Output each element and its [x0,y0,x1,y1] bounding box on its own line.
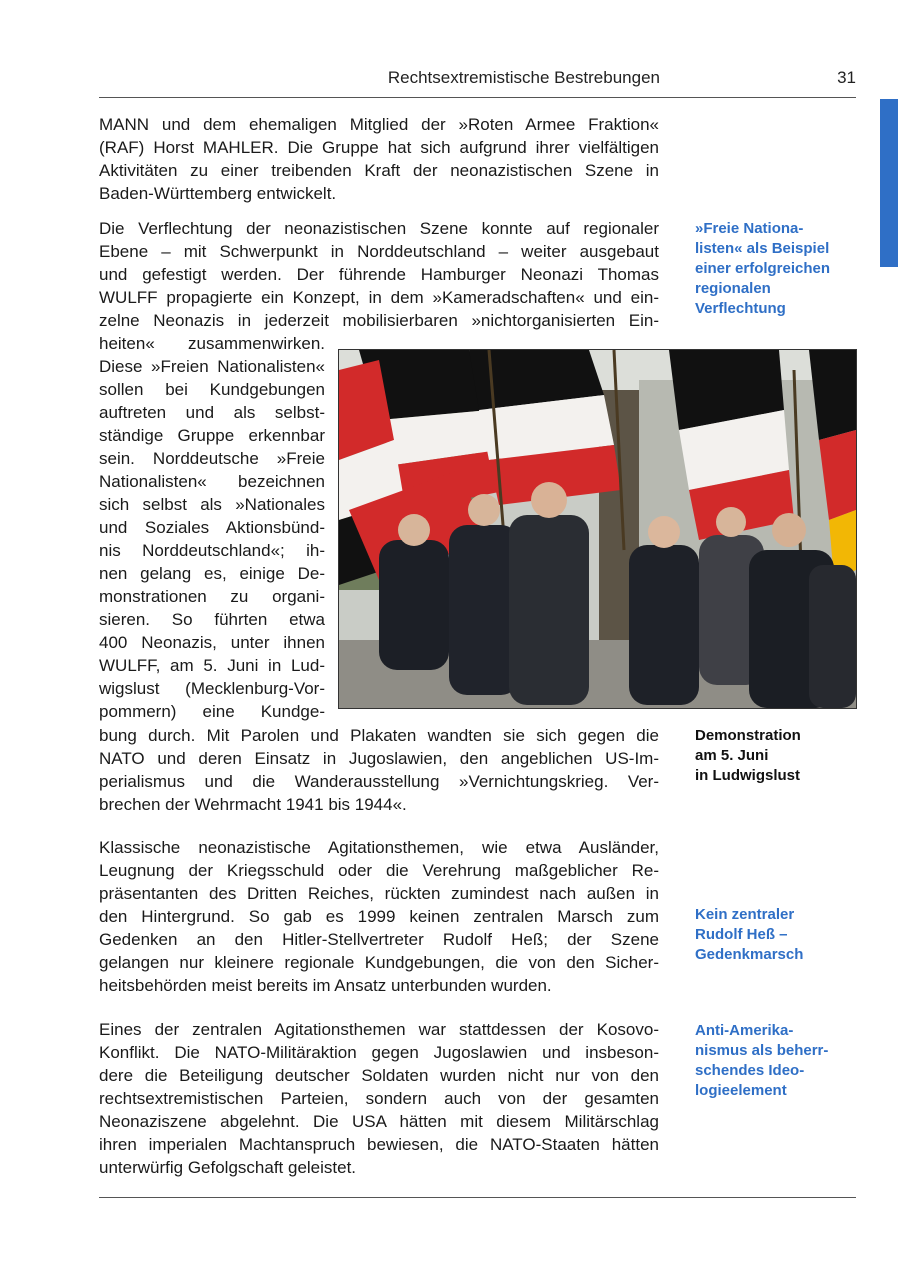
text-line: präsentanten des Dritten Reiches, rückten zumindest nach außen in [99,884,659,903]
text-line: bung durch. Mit Parolen und Plakaten wandten sie sich gegen die [99,726,659,745]
text-line: Ebene – mit Schwerpunkt in Norddeutschland – weiter ausgebaut [99,242,659,261]
text-line: heiten« zusammenwirken. [99,334,325,353]
text-line: nis Norddeutschland«; ih- [99,541,325,560]
margin-note-anti-amerika [695,1021,865,1101]
text-line: Nationalisten« bezeichnen [99,472,325,491]
margin-note-line: listen« als Beispiel [695,240,830,257]
margin-note-line: regionalen [695,280,771,297]
text-line: nen gelang es, einige De- [99,564,325,583]
text-line: sieren. So führten etwa [99,610,325,629]
caption-line: in Ludwigslust [695,767,800,784]
text-line: Die Verflechtung der neonazistischen Szene konnte auf regionaler [99,219,659,238]
text-line: Leugnung der Kriegsschuld oder die Verehrung maßgeblicher Re- [99,861,659,880]
text-line: sollen bei Kundgebungen [99,380,325,399]
text-line: sein. Norddeutsche »Freie [99,449,325,468]
text-line: NATO und deren Einsatz in Jugoslawien, den angeblichen US-Im- [99,749,659,768]
margin-note-line: »Freie Nationa- [695,220,804,237]
margin-note-line: Anti-Amerika- [695,1022,794,1039]
margin-note-line: Verflechtung [695,300,786,317]
text-line: zelne Neonazis in jederzeit mobilisierbaren »nichtorganisierten Ein- [99,311,659,330]
margin-note-line: einer erfolgreichen [695,260,831,277]
text-line: (RAF) Horst MAHLER. Die Gruppe hat sich aufgrund ihrer vielfältigen [99,138,659,157]
text-line: perialismus und die Wanderausstellung »Vernichtungskrieg. Ver- [99,772,659,791]
text-line: unterwürfig Gefolgschaft geleistet. [99,1158,357,1177]
text-line: und Soziales Aktionsbünd- [99,518,325,537]
text-line: und gefestigt werden. Der führende Hamburger Neonazi Thomas [99,265,659,284]
text-line: Neonaziszene abgelehnt. Die USA hätten mit diesem Militärschlag [99,1112,659,1131]
running-title: Rechtsextremistische Bestrebungen [387,68,660,87]
margin-note-line: schendes Ideo- [695,1062,805,1079]
text-line: ihren imperialen Machtanspruch bewiesen, die NATO-Staaten hätten [99,1135,659,1154]
text-line: Klassische neonazistische Agitationsthemen, wie etwa Ausländer, [99,838,659,857]
footer-rule [99,1197,856,1198]
margin-note-line: logieelement [695,1082,787,1099]
demonstration-illustration [339,350,856,708]
margin-note-line: nismus als beherr- [695,1042,829,1059]
text-line: gelangen nur kleinere regionale Kundgebungen, die von den Sicher- [99,953,659,972]
text-line: WULFF, am 5. Juni in Lud- [99,656,325,675]
margin-note-line: Kein zentraler [695,906,795,923]
text-line: rechtsextremistischen Parteien, sondern auch von der gesamten [99,1089,659,1108]
text-line: WULFF propagierte ein Konzept, in dem »Kameradschaften« und ein- [99,288,659,307]
text-line: wigslust (Mecklenburg-Vor- [99,679,325,698]
text-line: den Hintergrund. So gab es 1999 keinen zentralen Marsch zum [99,907,659,926]
margin-note-freie-nationalisten [695,219,865,319]
text-line: Aktivitäten zu einer treibenden Kraft der neonazistischen Szene in [99,161,659,180]
text-line: 400 Neonazis, unter ihnen [99,633,325,652]
text-line: Konflikt. Die NATO-Militäraktion gegen Jugoslawien und insbeson- [99,1043,659,1062]
caption-line: Demonstration [695,727,801,744]
header-rule [99,97,856,98]
text-line: sich selbst als »Nationales [99,495,325,514]
text-line: Diese »Freien Nationalisten« [99,357,325,376]
text-line: Gedenken an den Hitler-Stellvertreter Rudolf Heß; der Szene [99,930,659,949]
photo-caption [695,726,865,786]
page-number: 31 [837,68,856,87]
text-line: Baden-Württemberg entwickelt. [99,184,337,203]
text-line: dere die Beteiligung deutscher Soldaten wurden nicht nur von den [99,1066,659,1085]
margin-note-line: Gedenkmarsch [695,946,804,963]
chapter-tab-marker [880,99,898,267]
caption-line: am 5. Juni [695,747,769,764]
margin-note-hess [695,905,865,965]
text-line: pommern) eine Kundge- [99,702,325,721]
text-line: brechen der Wehrmacht 1941 bis 1944«. [99,795,407,814]
text-line: ständige Gruppe erkennbar [99,426,325,445]
demonstration-photo [338,349,857,709]
text-line: heitsbehörden meist bereits im Ansatz unterbunden wurden. [99,976,552,995]
text-line: Eines der zentralen Agitationsthemen war stattdessen der Kosovo- [99,1020,659,1039]
margin-note-line: Rudolf Heß – [695,926,788,943]
text-line: monstrationen zu organi- [99,587,325,606]
text-line: MANN und dem ehemaligen Mitglied der »Roten Armee Fraktion« [99,115,659,134]
text-line: auftreten und als selbst- [99,403,325,422]
